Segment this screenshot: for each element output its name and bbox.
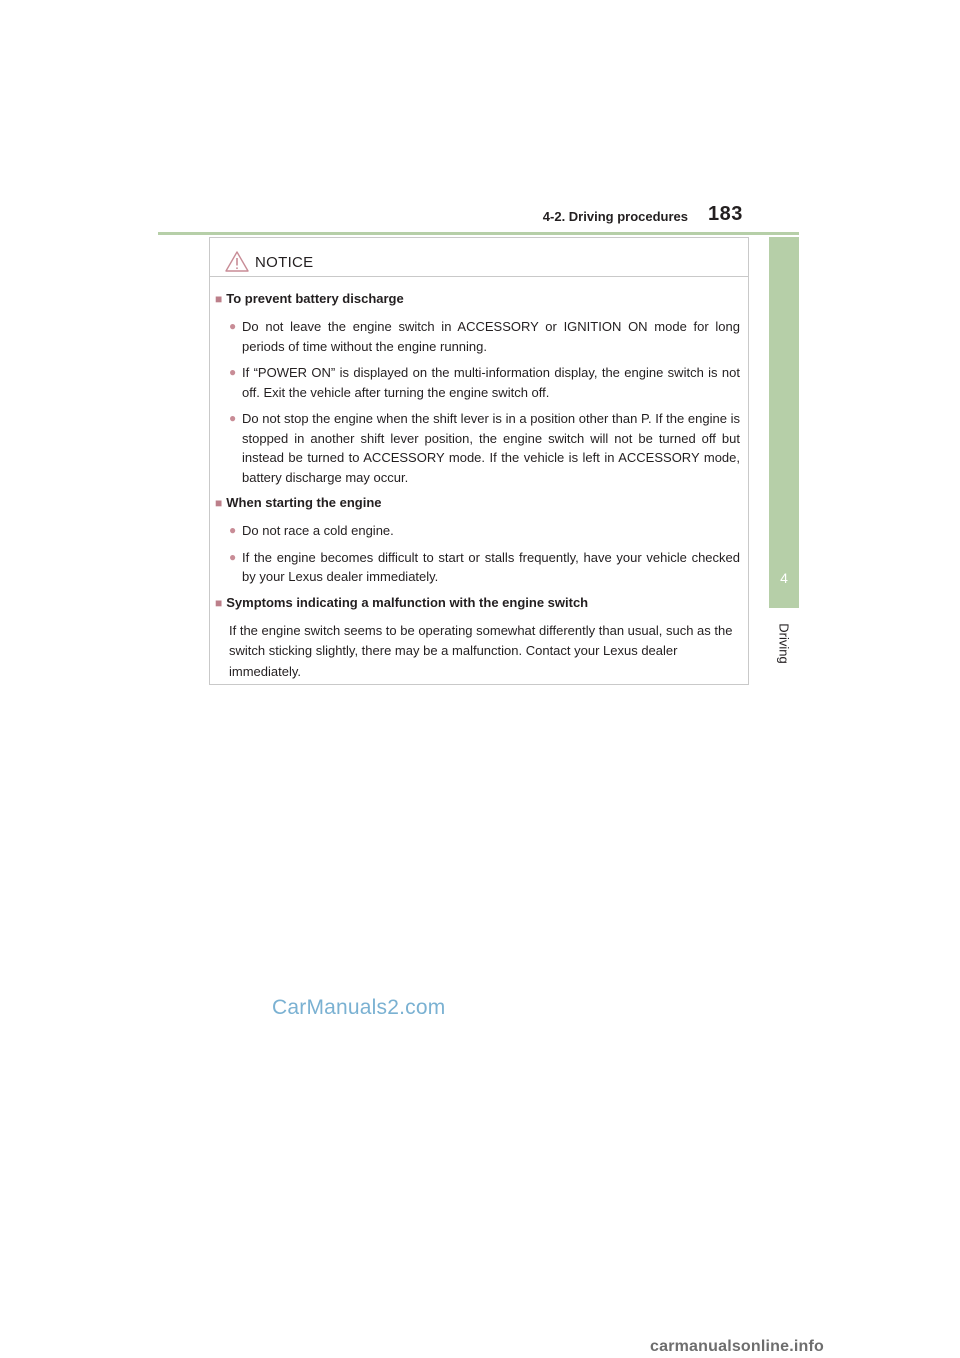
section-heading-text: To prevent battery discharge: [226, 291, 404, 306]
square-bullet-icon: ■: [215, 292, 223, 306]
header-rule: [158, 232, 799, 235]
chapter-label: [770, 618, 798, 668]
section-heading: [215, 290, 748, 308]
square-bullet-icon: ■: [215, 496, 223, 510]
bullet-text: Do not race a cold engine.: [242, 523, 394, 538]
bullet-item: [210, 409, 748, 487]
chapter-number: 4: [780, 570, 788, 586]
bullet-dot-icon: ●: [229, 523, 237, 537]
bullet-item: [210, 521, 748, 541]
bullet-dot-icon: ●: [229, 411, 237, 425]
section-heading-text: Symptoms indicating a malfunction with the engine switch: [226, 594, 589, 610]
bullet-text: Do not stop the engine when the shift lever is in a position other than P. If the engine is stopped in another shift lever position, the engine switch will not be turned off but instead be turned to ACCESSORY mode. If the vehicle is left in ACCESSORY mode, battery discharge may occur.: [242, 411, 740, 485]
bullet-item: [210, 363, 748, 402]
square-bullet-icon: ■: [215, 595, 223, 610]
footer-watermark[interactable]: carmanualsonline.info: [650, 1338, 825, 1355]
notice-header: [210, 238, 748, 277]
chapter-side-tab[interactable]: [769, 237, 799, 608]
chapter-label-text: Driving: [776, 622, 792, 664]
bullet-item: [210, 317, 748, 356]
bullet-text: If the engine becomes difficult to start or stalls frequently, have your vehicle checked by your Lexus dealer immediately.: [242, 549, 740, 584]
warning-triangle-icon: [225, 251, 249, 272]
section-heading: [215, 494, 748, 512]
bullet-dot-icon: ●: [229, 319, 237, 333]
section-title: 4-2. Driving procedures: [542, 209, 688, 224]
notice-title: NOTICE: [255, 254, 314, 271]
watermark-link[interactable]: CarManuals2.com: [272, 996, 446, 1019]
bullet-item: [210, 548, 748, 587]
section-paragraph: If the engine switch seems to be operating somewhat differently than usual, such as the switch sticking slightly, there may be a malfunction. Contact your Lexus dealer immediately.: [229, 622, 733, 679]
section-heading: [215, 594, 748, 612]
section-heading-text: When starting the engine: [226, 495, 382, 510]
notice-box: [209, 237, 749, 685]
page-number: 183: [708, 203, 743, 225]
bullet-text: If “POWER ON” is displayed on the multi-information display, the engine switch is not off. Exit the vehicle after turning the engine switch off.: [242, 365, 740, 400]
bullet-text: Do not leave the engine switch in ACCESSORY or IGNITION ON mode for long periods of time without the engine running.: [242, 319, 740, 354]
notice-body: [210, 290, 748, 682]
bullet-dot-icon: ●: [229, 549, 237, 564]
bullet-dot-icon: ●: [229, 365, 237, 379]
